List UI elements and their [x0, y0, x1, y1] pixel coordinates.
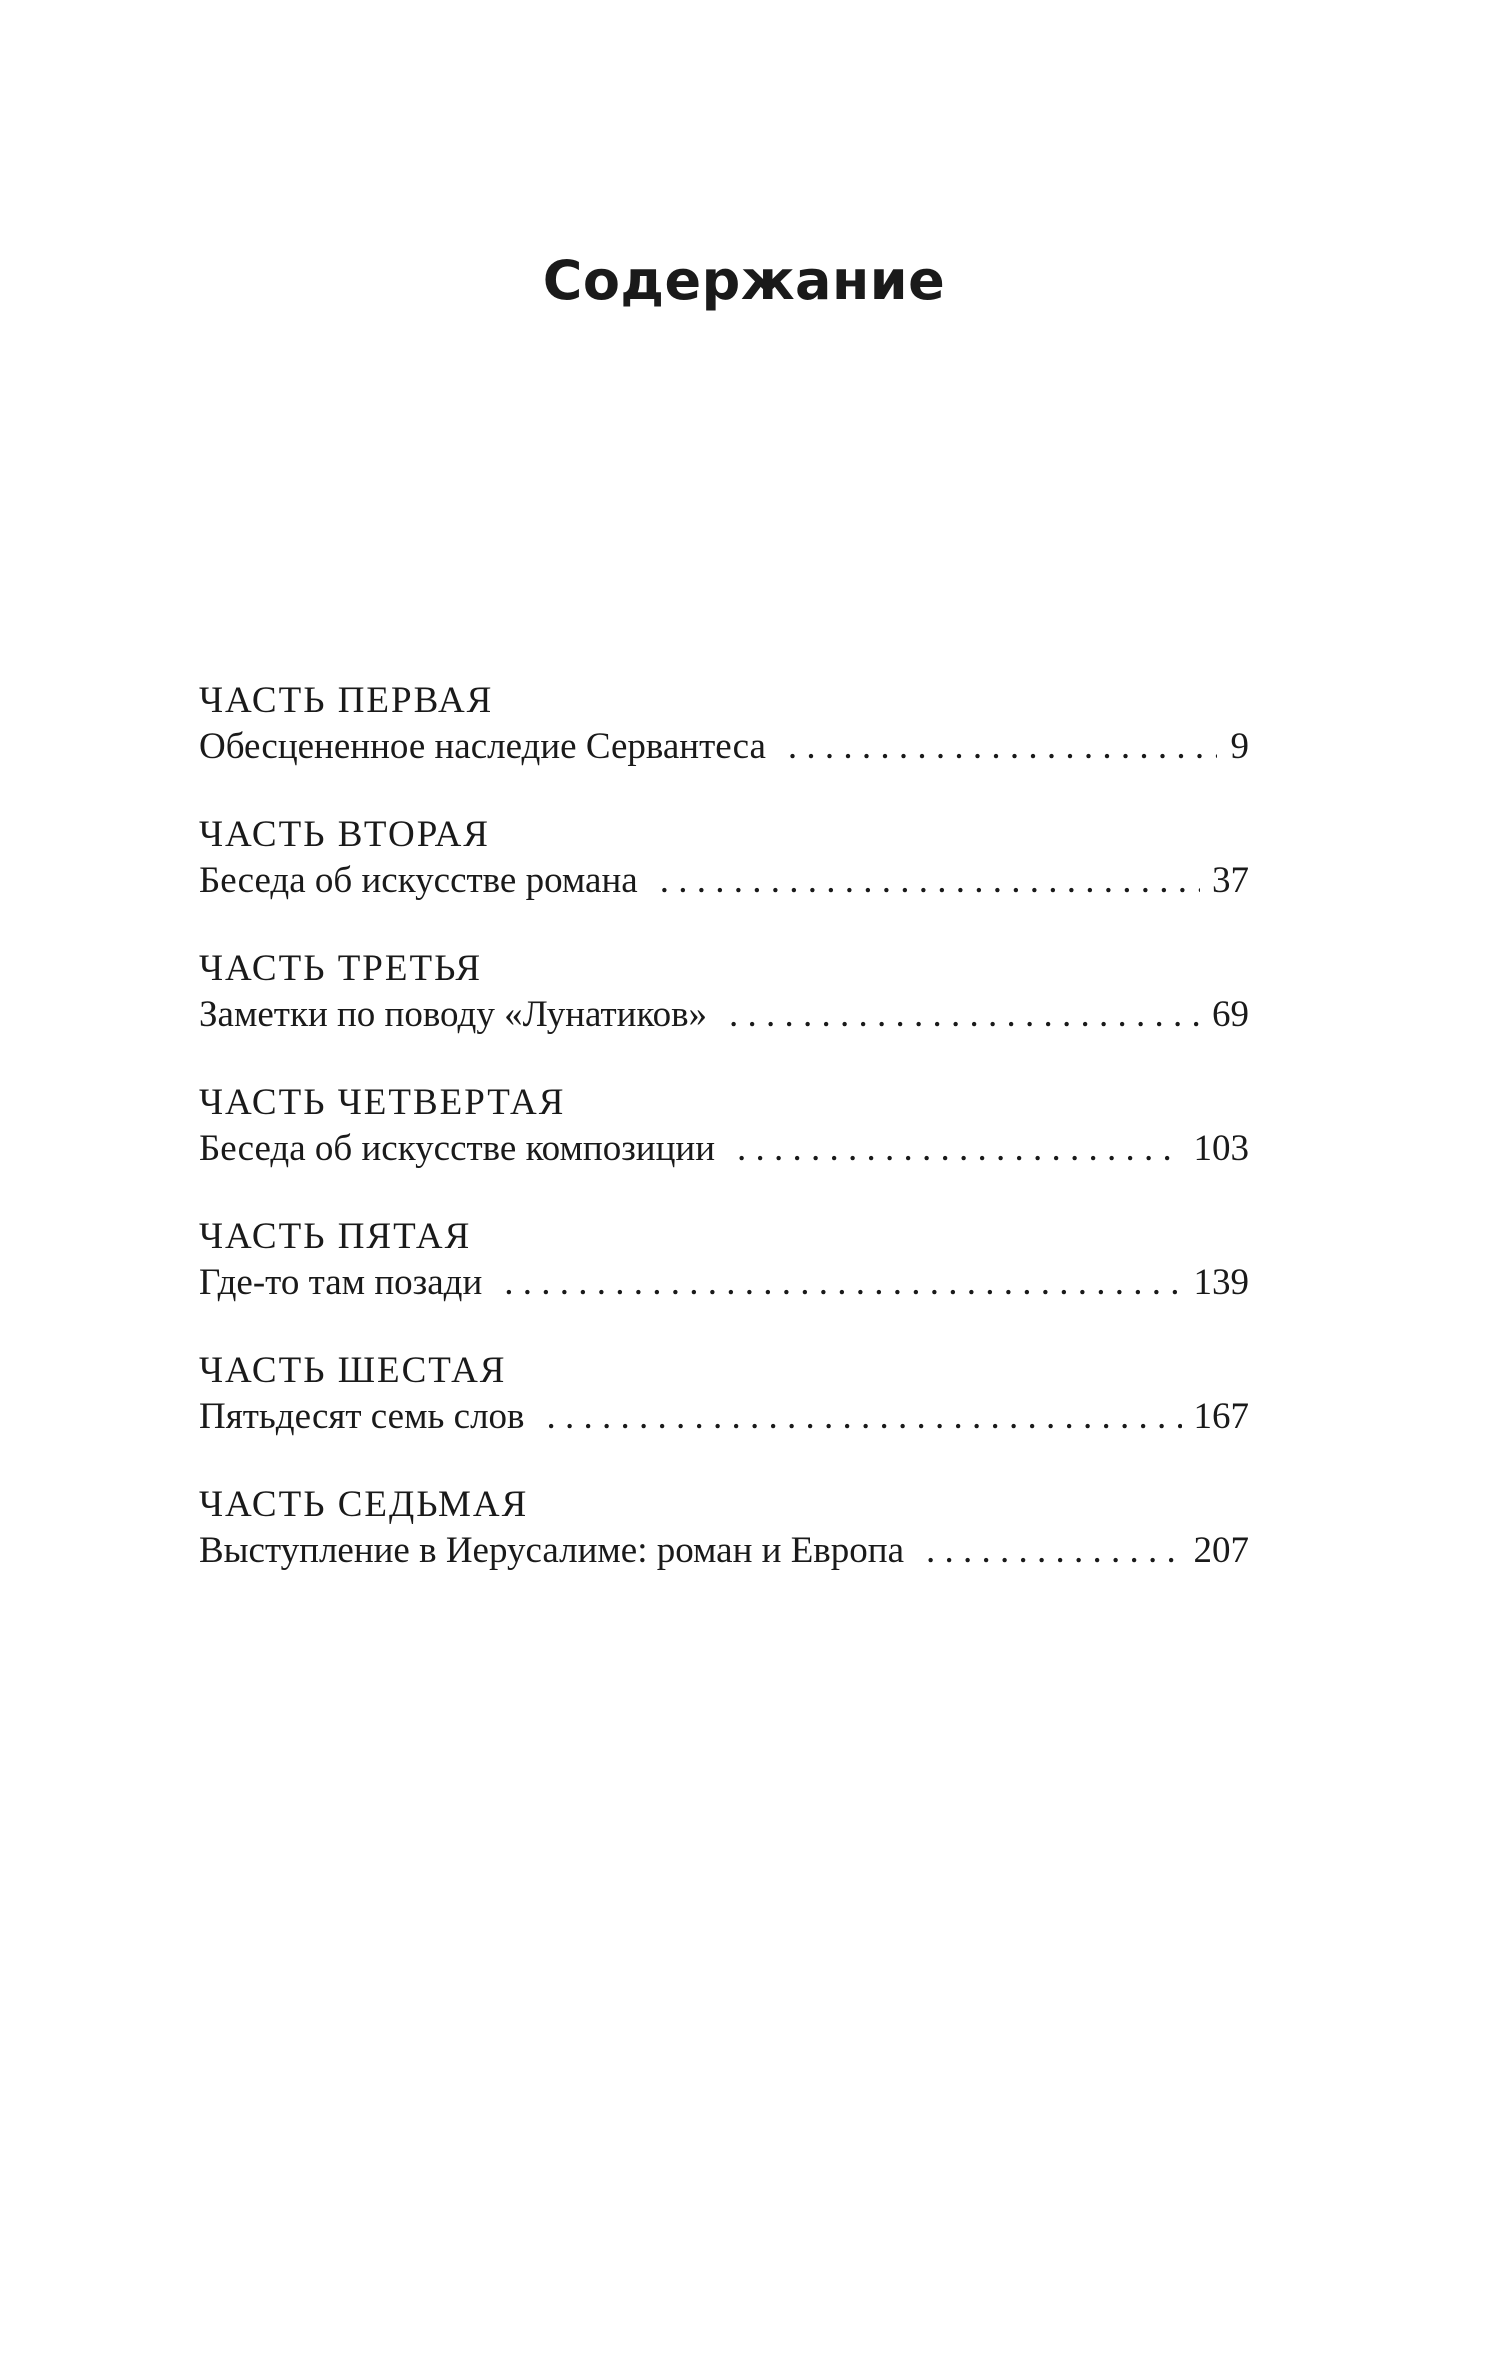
toc-entry[interactable]	[199, 858, 1249, 904]
part-heading: ЧАСТЬ ЧЕТВЕРТАЯ	[199, 1082, 566, 1123]
toc-section	[199, 1482, 1249, 1574]
toc-section	[199, 1080, 1249, 1172]
entry-page-number: 69	[1212, 994, 1249, 1035]
part-heading: ЧАСТЬ ПЯТАЯ	[199, 1216, 472, 1257]
toc-section	[199, 1214, 1249, 1306]
dot-leader	[788, 724, 1217, 770]
dot-leader	[660, 858, 1200, 904]
entry-title: Пятьдесят семь слов	[199, 1396, 525, 1437]
table-of-contents	[199, 678, 1249, 1616]
part-heading: ЧАСТЬ ТРЕТЬЯ	[199, 948, 483, 989]
toc-entry[interactable]	[199, 1126, 1249, 1172]
toc-section	[199, 678, 1249, 770]
toc-entry[interactable]	[199, 1260, 1249, 1306]
dot-leader	[737, 1126, 1181, 1172]
entry-page-number: 9	[1230, 726, 1249, 767]
toc-section	[199, 946, 1249, 1038]
entry-title: Беседа об искусстве композиции	[199, 1128, 716, 1169]
toc-entry[interactable]	[199, 1394, 1249, 1440]
entry-title: Выступление в Иерусалиме: роман и Европа	[199, 1530, 905, 1571]
part-heading: ЧАСТЬ СЕДЬМАЯ	[199, 1484, 529, 1525]
part-heading: ЧАСТЬ ПЕРВАЯ	[199, 680, 494, 721]
dot-leader	[729, 992, 1200, 1038]
toc-section	[199, 1348, 1249, 1440]
toc-entry[interactable]	[199, 724, 1249, 770]
part-heading: ЧАСТЬ ВТОРАЯ	[199, 814, 490, 855]
entry-title: Заметки по поводу «Лунатиков»	[199, 994, 708, 1035]
toc-entry[interactable]	[199, 992, 1249, 1038]
entry-page-number: 207	[1193, 1530, 1249, 1571]
entry-page-number: 103	[1193, 1128, 1249, 1169]
dot-leader	[926, 1528, 1181, 1574]
page-title: Содержание	[542, 249, 946, 312]
entry-title: Беседа об искусстве романа	[199, 860, 638, 901]
toc-entry[interactable]	[199, 1528, 1249, 1574]
part-heading: ЧАСТЬ ШЕСТАЯ	[199, 1350, 507, 1391]
entry-page-number: 167	[1193, 1396, 1249, 1437]
entry-page-number: 37	[1212, 860, 1249, 901]
entry-title: Где-то там позади	[199, 1262, 483, 1303]
toc-section	[199, 812, 1249, 904]
entry-page-number: 139	[1193, 1262, 1249, 1303]
entry-title: Обесцененное наследие Сервантеса	[199, 726, 766, 767]
dot-leader	[547, 1394, 1182, 1440]
dot-leader	[504, 1260, 1181, 1306]
